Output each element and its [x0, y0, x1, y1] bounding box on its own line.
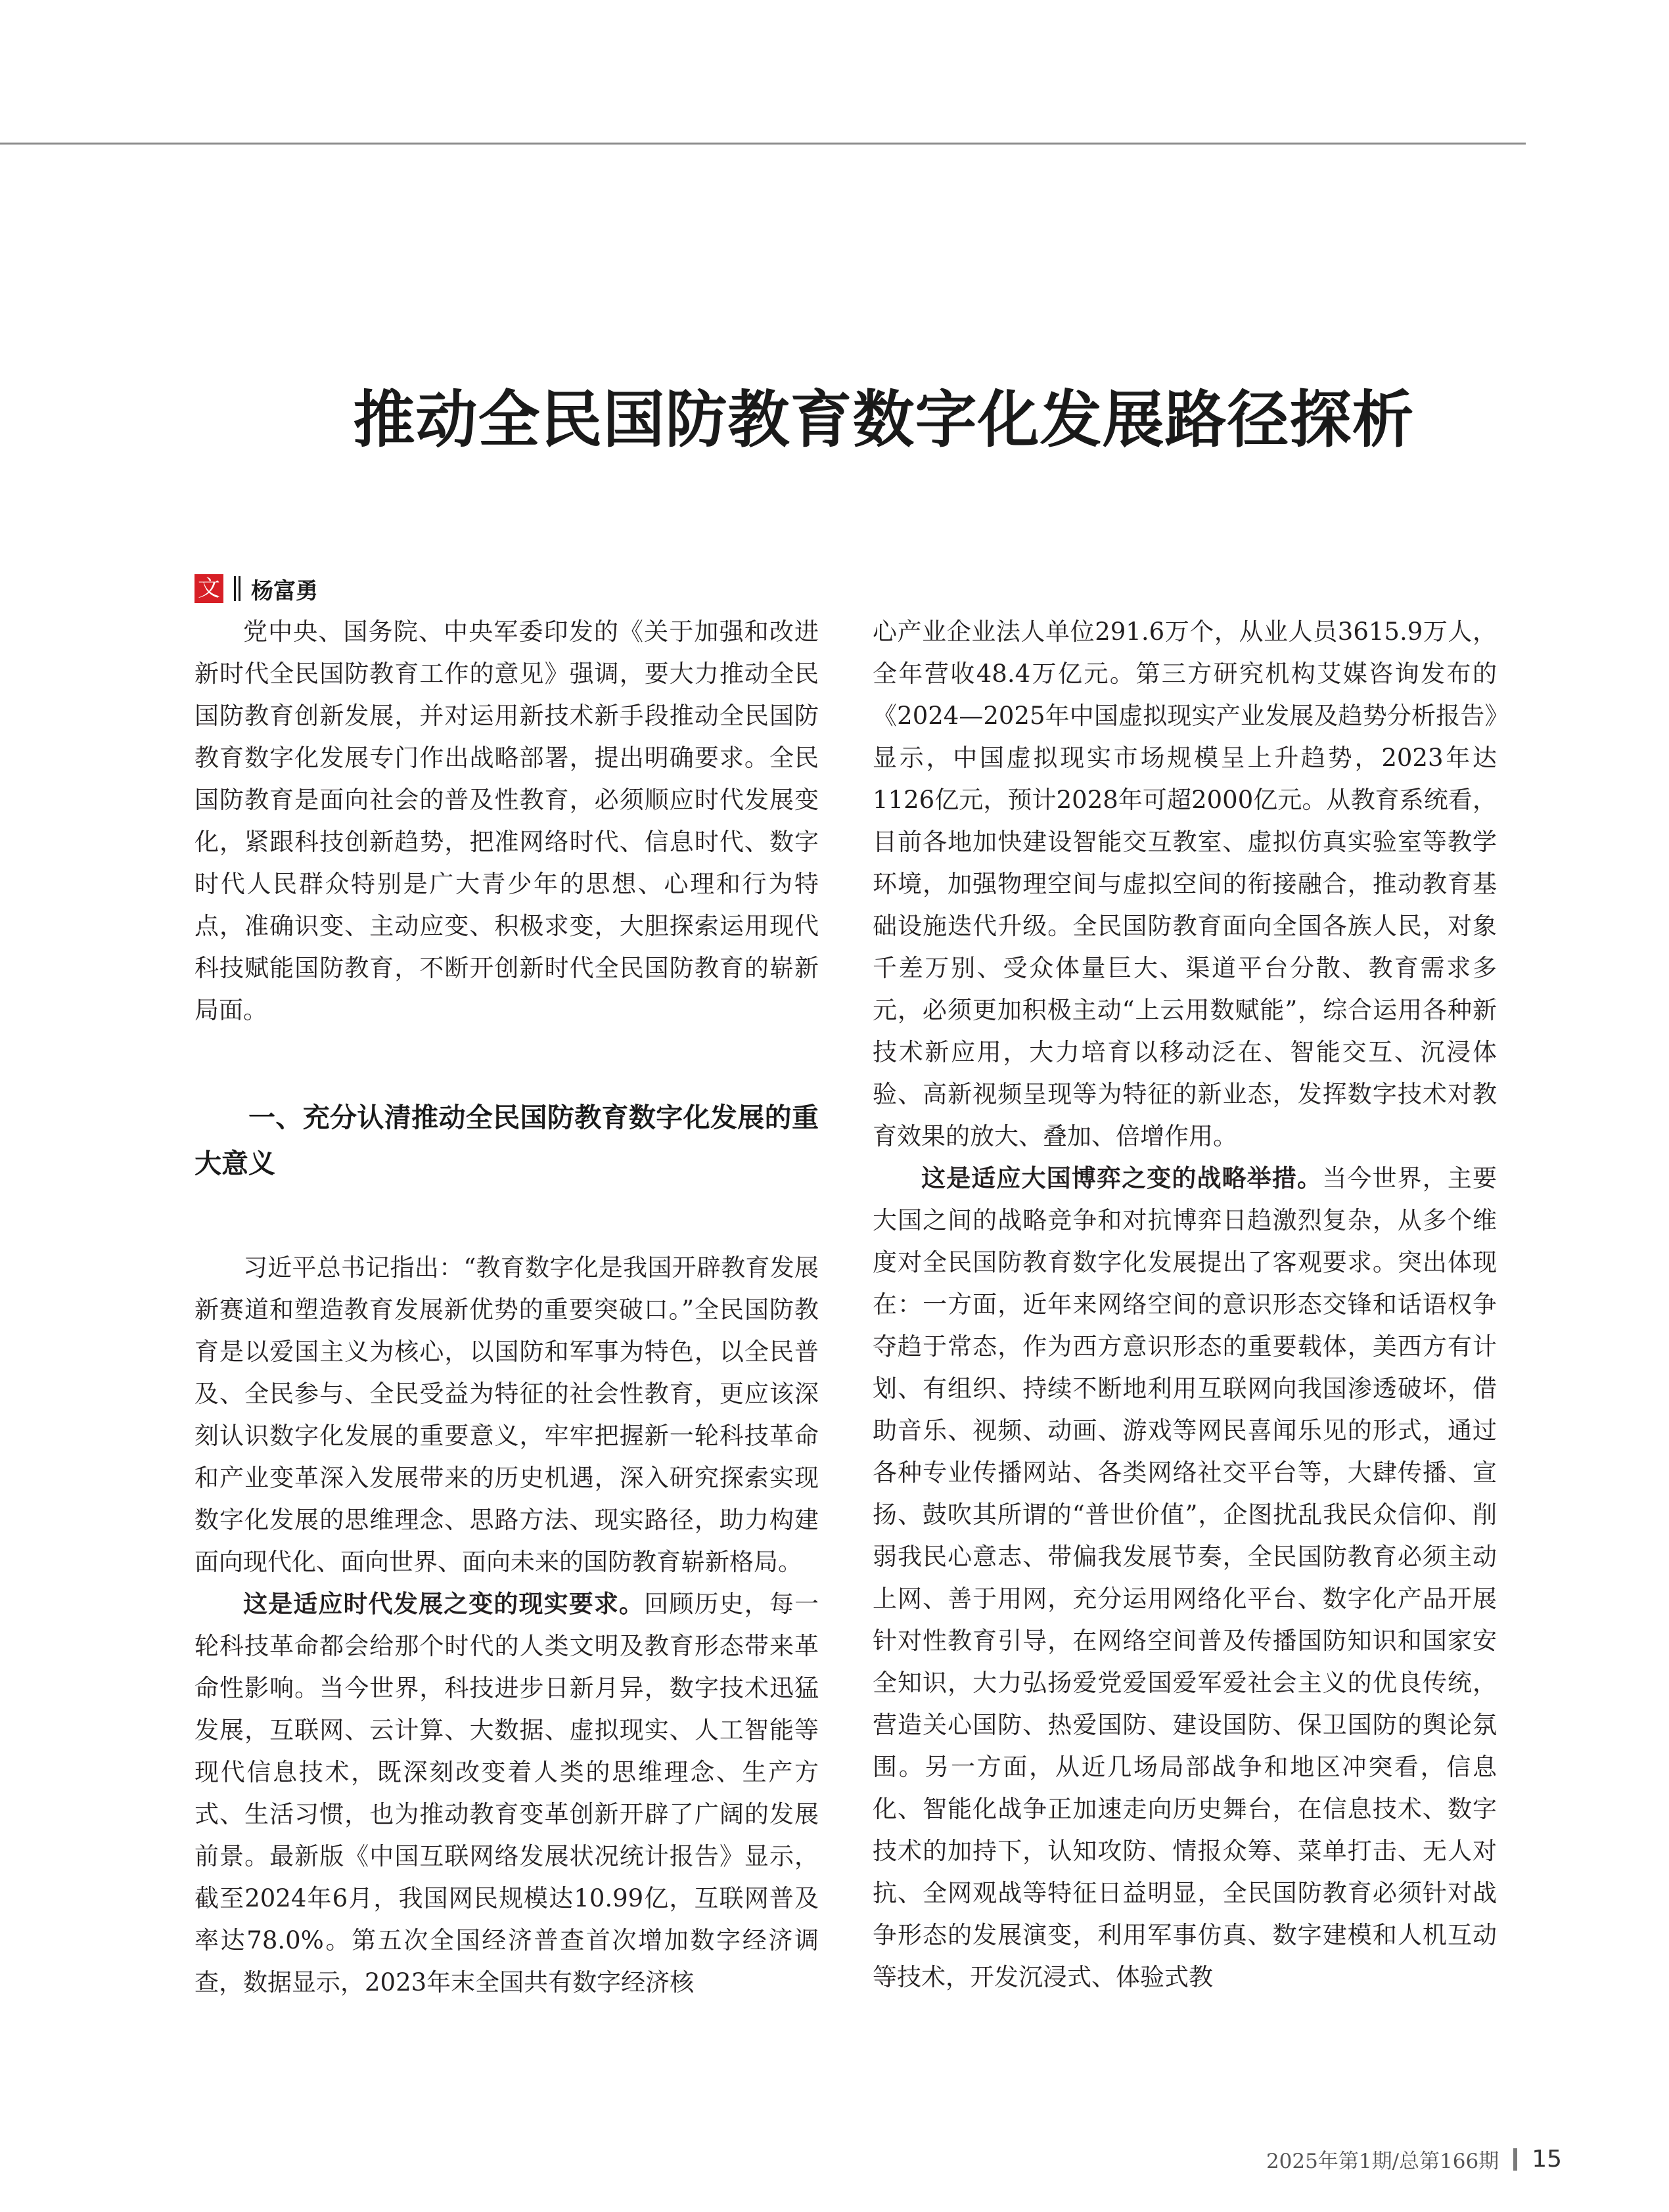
- paragraph-body: 回顾历史，每一轮科技革命都会给那个时代的人类文明及教育形态带来革命性影响。当今世界，科技进步日新月异，数字技术迅猛发展，互联网、云计算、大数据、虚拟现实、人工智能等现代信息技术，既深刻改变着人类的思维理念、生产方式、生活习惯，也为推动教育变革创新开辟了广阔的发展前景。最新版《中国互联网络发展状况统计报告》显示，截至2024年6月，我国网民规模达10.99亿，互联网普及率达78.0%。第五次全国经济普查首次增加数字经济调查，数据显示，2023年末全国共有数字经济核: [194, 1590, 819, 1997]
- issue-info: 2025年第1期/总第166期: [1266, 2150, 1499, 2173]
- intro-paragraph: 党中央、国务院、中央军委印发的《关于加强和改进新时代全民国防教育工作的意见》强调，要大力推动全民国防教育创新发展，并对运用新技术新手段推动全民国防教育数字化发展专门作出战略部署，提出明确要求。全民国防教育是面向社会的普及性教育，必须顺应时代发展变化，紧跟科技创新趋势，把准网络时代、信息时代、数字时代人民群众特别是广大青少年的思想、心理和行为特点，准确识变、主动应变、积极求变，大胆探索运用现代科技赋能国防教育，不断开创新时代全民国防教育的崭新局面。: [194, 618, 819, 1024]
- byline: [194, 572, 318, 606]
- right-column: [873, 611, 1497, 1998]
- byline-divider: [234, 576, 240, 601]
- paragraph-lead: 这是适应大国博弈之变的战略举措。: [921, 1164, 1323, 1192]
- section-heading: 一、充分认清推动全民国防教育数字化发展的重大意义: [194, 1102, 819, 1179]
- left-column: [194, 611, 819, 2004]
- author-name: 杨富勇: [251, 577, 318, 604]
- article-title: 推动全民国防教育数字化发展路径探析: [353, 384, 1415, 456]
- body-paragraph: [873, 1158, 1497, 1998]
- page-number: 15: [1532, 2146, 1562, 2173]
- page-footer: [1266, 2144, 1562, 2174]
- paragraph-lead: 这是适应时代发展之变的现实要求。: [243, 1590, 645, 1618]
- footer-divider: [1513, 2148, 1517, 2171]
- byline-badge: 文: [194, 574, 223, 603]
- paragraph-body: 当今世界，主要大国之间的战略竞争和对抗博弈日趋激烈复杂，从多个维度对全民国防教育数字化发展提出了客观要求。突出体现在：一方面，近年来网络空间的意识形态交锋和话语权争夺趋于常态，作为西方意识形态的重要载体，美西方有计划、有组织、持续不断地利用互联网向我国渗透破坏，借助音乐、视频、动画、游戏等网民喜闻乐见的形式，通过各种专业传播网站、各类网络社交平台等，大肆传播、宣扬、鼓吹其所谓的“普世价值”，企图扰乱我民众信仰、削弱我民心意志、带偏我发展节奏，全民国防教育必须主动上网、善于用网，充分运用网络化平台、数字化产品开展针对性教育引导，在网络空间普及传播国防知识和国家安全知识，大力弘扬爱党爱国爱军爱社会主义的优良传统，营造关心国防、热爱国防、建设国防、保卫国防的舆论氛围。另一方面，从近几场局部战争和地区冲突看，信息化、智能化战争正加速走向历史舞台，在信息技术、数字技术的加持下，认知攻防、情报众筹、菜单打击、无人对抗、全网观战等特征日益明显，全民国防教育必须针对战争形态的发展演变，利用军事仿真、数字建模和人机互动等技术，开发沉浸式、体验式教: [873, 1164, 1498, 1991]
- header-rule: [0, 143, 1526, 145]
- body-paragraph: [194, 1583, 819, 2004]
- body-paragraph: 习近平总书记指出：“教育数字化是我国开辟教育发展新赛道和塑造教育发展新优势的重要突破口。”全民国防教育是以爱国主义为核心，以国防和军事为特色，以全民普及、全民参与、全民受益为特征的社会性教育，更应该深刻认识数字化发展的重要意义，牢牢把握新一轮科技革命和产业变革深入发展带来的历史机遇，深入研究探索实现数字化发展的思维理念、思路方法、现实路径，助力构建面向现代化、面向世界、面向未来的国防教育崭新格局。: [194, 1253, 819, 1576]
- body-paragraph-continued: 心产业企业法人单位291.6万个，从业人员3615.9万人，全年营收48.4万亿元。第三方研究机构艾媒咨询发布的《2024—2025年中国虚拟现实产业发展及趋势分析报告》显示，中国虚拟现实市场规模呈上升趋势，2023年达1126亿元，预计2028年可超2000亿元。从教育系统看，目前各地加快建设智能交互教室、虚拟仿真实验室等教学环境，加强物理空间与虚拟空间的衔接融合，推动教育基础设施迭代升级。全民国防教育面向全国各族人民，对象千差万别、受众体量巨大、渠道平台分散、教育需求多元，必须更加积极主动“上云用数赋能”，综合运用各种新技术新应用，大力培育以移动泛在、智能交互、沉浸体验、高新视频呈现等为特征的新业态，发挥数字技术对教育效果的放大、叠加、倍增作用。: [873, 618, 1497, 1150]
